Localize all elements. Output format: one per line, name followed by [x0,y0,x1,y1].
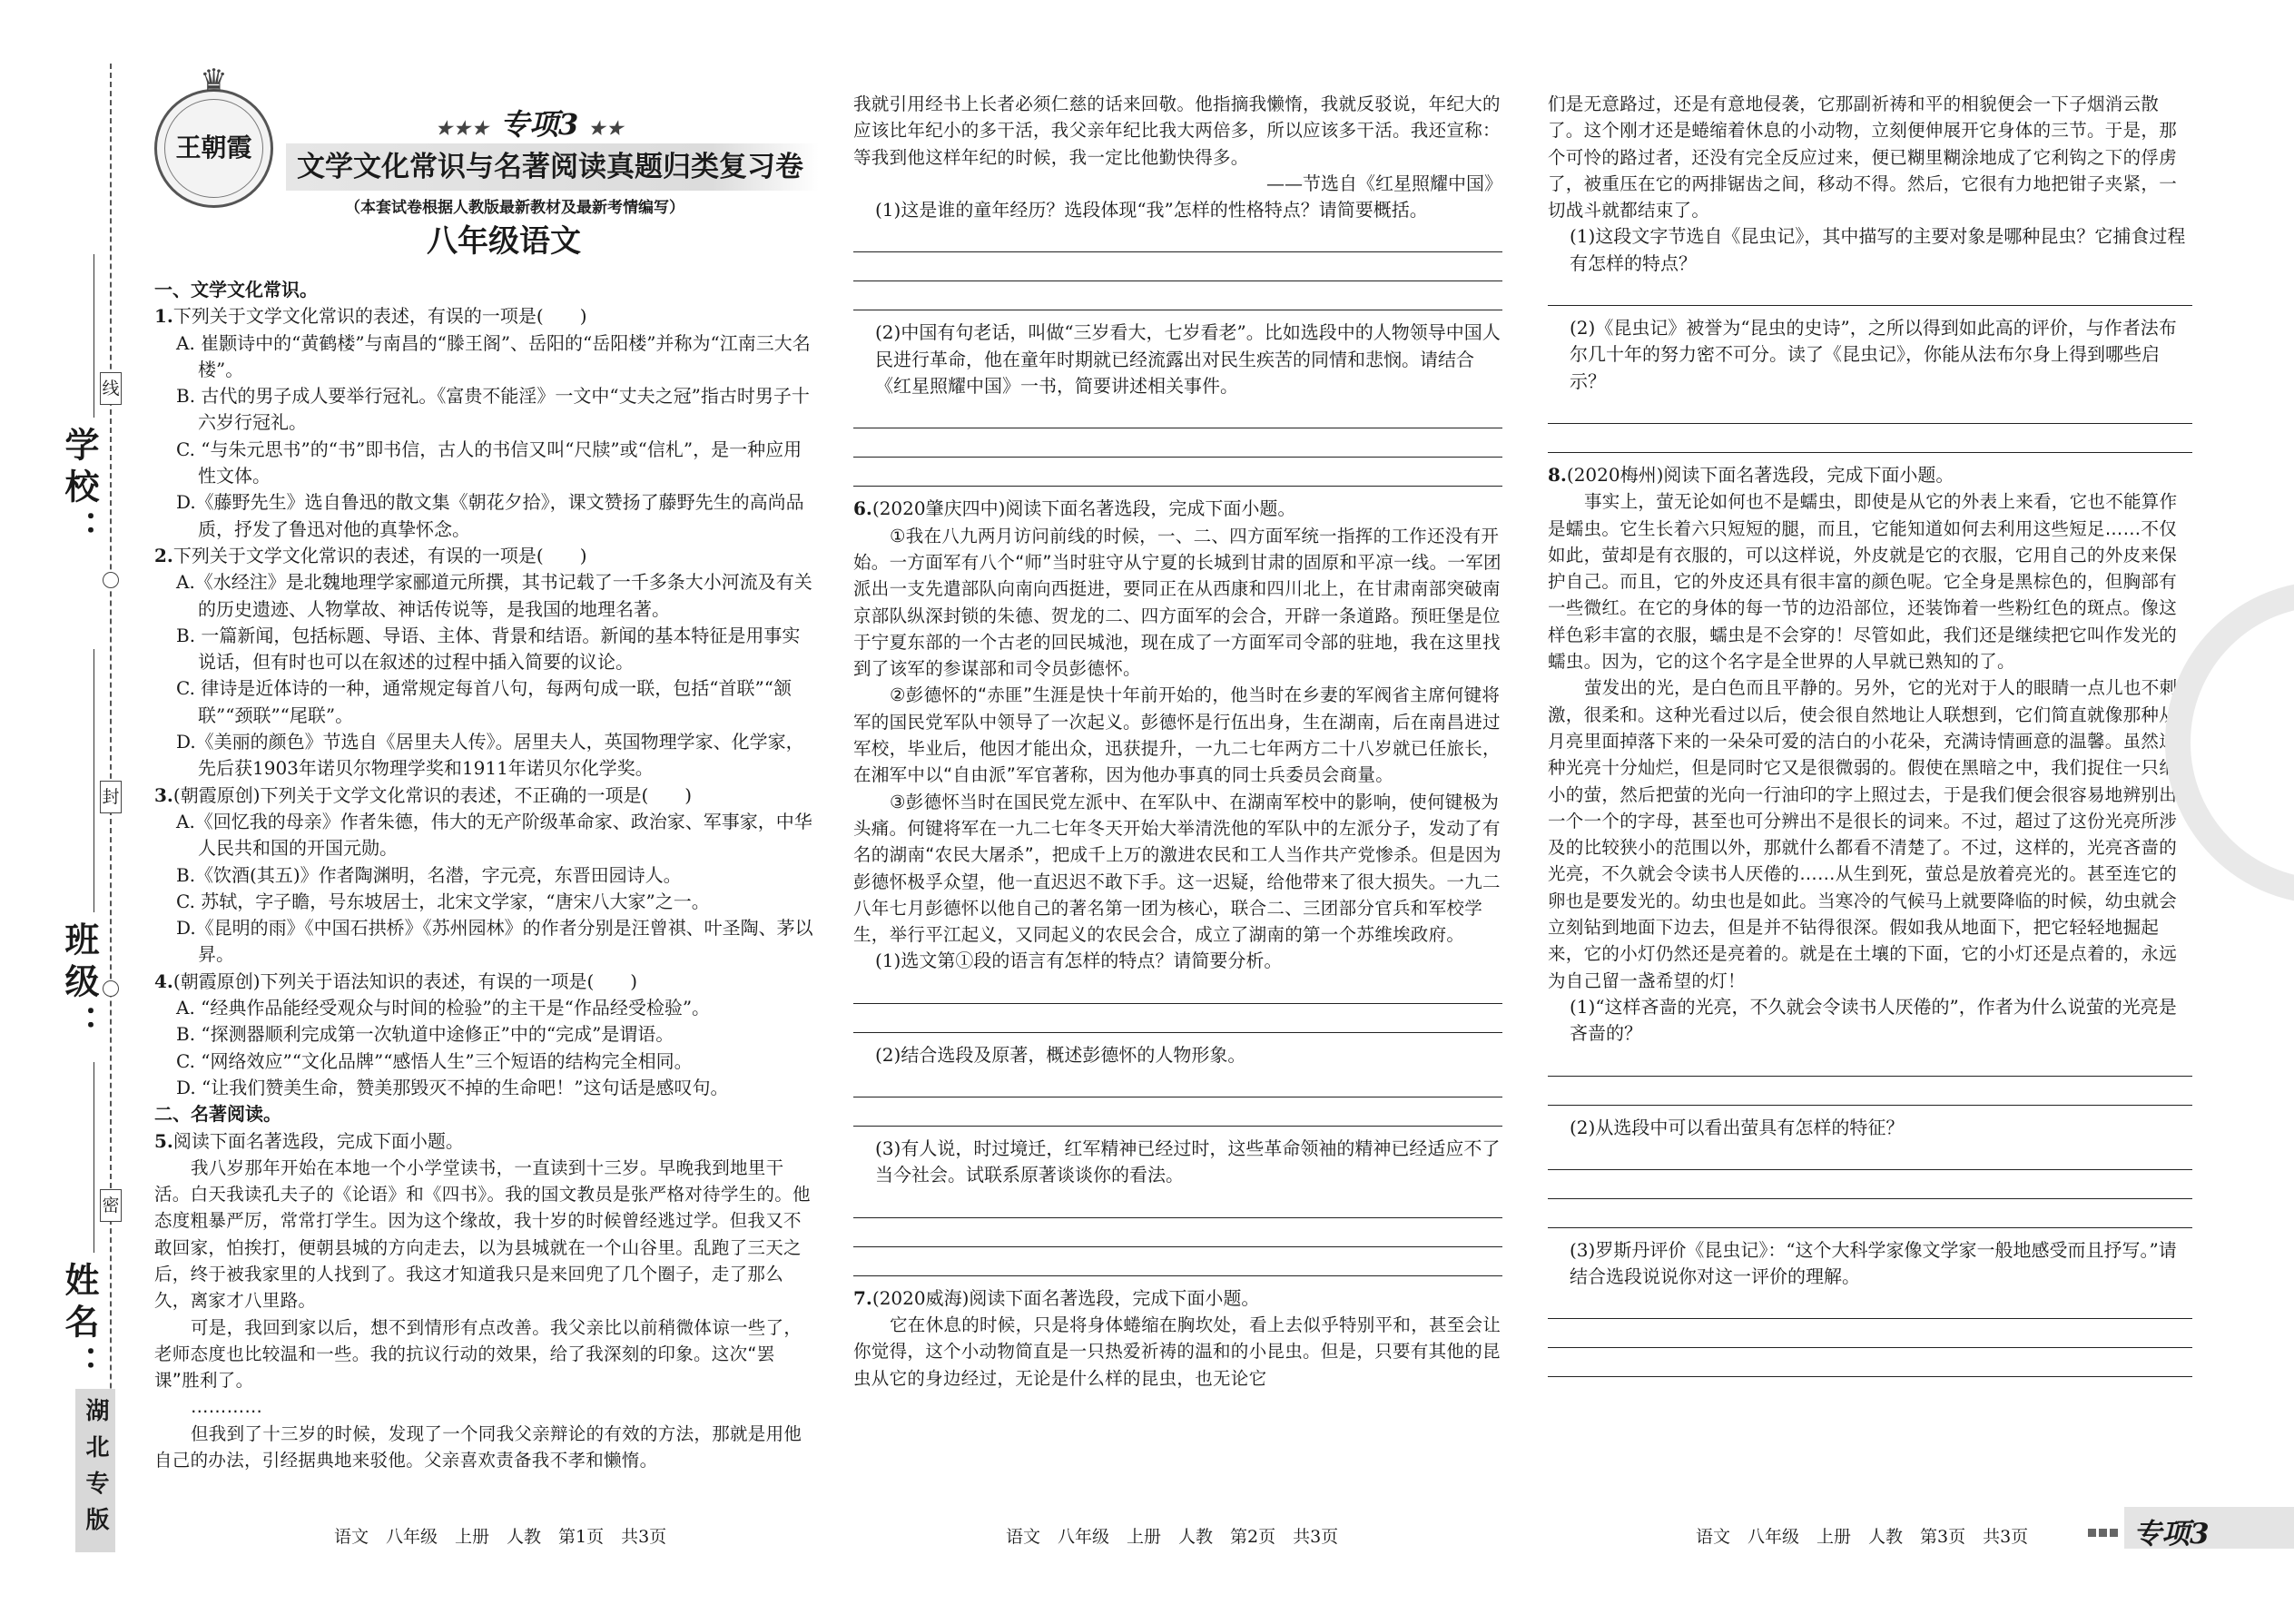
answer-line[interactable] [1548,424,2192,453]
spacer [853,1033,1502,1042]
grade-title: 八年级语文 [427,223,581,260]
spacer [853,1276,1502,1285]
answer-option: A. 崔颢诗中的“黄鹤楼”与南昌的“滕王阁”、岳阳的“岳阳楼”并称为“江南三大名楼”。 [176,331,811,380]
answer-option: B. 一篇新闻，包括标题、导语、主体、背景和结语。新闻的基本特征是用事实说话，但有时也可以在叙述的过程中插入简要的议论。 [176,624,801,674]
question-text: (朝霞原创)下列关于文学文化常识的表述，不正确的一项是( ) [172,783,693,806]
answer-option: D.《藤野先生》选自鲁迅的散文集《朝花夕拾》，课文赞扬了藤野先生的高尚品质，抒发了鲁迅对他的真挚怀念。 [176,491,804,540]
answer-option: C. 苏轼，字子瞻，号东坡居士，北宋文学家，“唐宋八大家”之一。 [176,890,710,912]
page-footer-2: 语文 八年级 上册 人教 第2页 共3页 [1006,1527,1339,1547]
sub-question: (1)这是谁的童年经历？选段体现“我”怎样的性格特点？请简要概括。 [875,199,1428,221]
question-number: 3. [154,783,173,806]
reading-passage: ………… [191,1396,263,1418]
answer-option: D.《昆明的雨》《中国石拱桥》《苏州园林》的作者分别是汪曾祺、叶圣陶、茅以昇。 [176,917,813,966]
answer-line[interactable] [1548,1077,2192,1106]
school-field[interactable] [54,427,109,552]
sub-question: (2)《昆虫记》被誉为“昆虫的史诗”，之所以得到如此高的评价，与作者法布尔几十年的努力密不可分。读了《昆虫记》，你能从法布尔身上得到哪些启示？ [1570,317,2177,392]
sub-question: (1)这段文字节选自《昆虫记》，其中描写的主要对象是哪种昆虫？它捕食过程有怎样的特点？ [1570,225,2186,274]
answer-line[interactable] [853,223,1502,252]
sub-question: (1)“这样吝啬的光亮，不久就会令读书人厌倦的”，作者为什么说萤的光亮是吝啬的？ [1570,995,2177,1045]
answer-line[interactable] [853,1068,1502,1097]
answer-line[interactable] [1548,395,2192,424]
footer-badge-label: 专项3 [2133,1518,2210,1550]
star-icon: ★★ [588,117,625,139]
footer-badge [2124,1507,2294,1549]
answer-option: B.《饮酒(其五)》作者陶渊明，名潜，字元亮，东晋田园诗人。 [176,863,682,886]
paper-title: 文学文化常识与名著阅读真题归类复习卷 [286,143,819,191]
class-label: 班级： [59,921,99,1047]
reading-passage: 它在休息的时候，只是将身体蜷缩在胸坎处，看上去似乎特别平和，甚至会让你觉得，这个小动物简直是一只热爱祈祷的温和的小昆虫。但是，只要有其他的昆虫从它的身边经过，无论是什么样的昆虫，也无论它 [853,1314,1501,1389]
binding-sidebar [0,0,118,1624]
publisher-logo [154,63,273,208]
question-stem [154,1128,817,1155]
spacer [853,1127,1502,1136]
reading-passage: ②彭德怀的“赤匪”生涯是快十年前开始的，他当时在乡妻的军阀省主席何键将军的国民党军队中领导了一次起义。彭德怀是行伍出身，生在湖南，后在南昌进过军校，毕业后，他因才能出众，迅获提升，一九二七年两方二十八岁就已任旅长，在湘军中以“自由派”军官著称，因为他办事真的同士兵委员会商量。 [853,684,1501,786]
column-content [1548,91,2192,1386]
answer-option: A. “经典作品能经受观众与时间的检验”的主干是“作品经受检验”。 [176,997,711,1019]
reading-passage: 们是无意路过，还是有意地侵袭，它那副祈祷和平的相貌便会一下子烟消云散了。这个刚才还是蜷缩着休息的小动物，立刻便伸展开它身体的三节。于是，那个可怜的路过者，还没有完全反应过来，便已糊里糊涂地成了它利钩之下的俘虏了，被重压在它的两排锯齿之间，移动不得。然后，它很有力地把钳子夹紧，一切战斗就都结束了。 [1548,94,2178,221]
page-footer-1: 语文 八年级 上册 人教 第1页 共3页 [334,1527,667,1547]
answer-line[interactable] [1548,1290,2192,1319]
column-content [853,91,1502,1392]
passage-source: ——节选自《红星照耀中国》 [1266,172,1502,194]
answer-line[interactable] [1548,277,2192,306]
answer-option: D. “让我们赞美生命，赞美那毁灭不掉的生命吧！”这句话是感叹句。 [176,1076,729,1098]
answer-line[interactable] [1548,1319,2192,1348]
reading-passage: 我八岁那年开始在本地一个小学堂读书，一直读到十三岁。早晚我到地里干活。白天我读孔夫子的《论语》和《四书》。我的国文教员是张严格对待学生的。他态度粗暴严厉，常常打学生。因为这个缘故，我十岁的时候曾经逃过学。但我又不敢回家，怕挨打，便朝县城的方向走去，以为县城就在一个山谷里。乱跑了三天之后，终于被我家里的人找到了。我这才知道我只是来回兜了几个圈子，走了那么久，离家才八里路。 [154,1156,811,1312]
answer-line[interactable] [853,399,1502,428]
binding-mark-line: 线 [100,372,122,405]
reading-passage: 我就引用经书上长者必须仁慈的话来回敬。他指摘我懒惰，我就反驳说，年纪大的应该比年纪小的多干活，我父亲年纪比我大两倍多，所以应该多干活。我还宣称：等我到他这样年纪的时候，我一定比他勤快得多。 [853,94,1501,168]
special-label: 专项3 [499,107,579,142]
spacer [1548,1106,2192,1115]
reading-passage: 但我到了十三岁的时候，发现了一个同我父亲辩论的有效的方法，那就是用他自己的办法，引经据典地来驳他。父亲喜欢责备我不孝和懒惰。 [154,1422,802,1471]
spacer [1548,1228,2192,1237]
question-number: 8. [1548,463,1567,486]
question-stem [853,1285,1502,1312]
question-stem [154,969,817,995]
question-stem [154,543,817,569]
question-text: (2020梅州)阅读下面名著选段，完成下面小题。 [1566,463,1954,486]
section-heading: 二、名著阅读。 [154,1103,281,1126]
question-number: 1. [154,305,173,328]
spacer [853,310,1502,320]
crown-icon: ♛ [200,63,228,99]
school-label: 学校： [59,427,99,552]
question-text: (2020威海)阅读下面名著选段，完成下面小题。 [871,1286,1260,1309]
answer-line[interactable] [853,1189,1502,1218]
special-title [436,102,625,143]
name-label: 姓名： [59,1262,99,1387]
answer-line[interactable] [853,1218,1502,1247]
reading-passage: ①我在八九两月访问前线的时候，一、二、四方面军统一指挥的工作还没有开始。一方面军有八个“师”当时驻守从宁夏的长城到甘肃的固原和平凉一线。一军团派出一支先遣部队向南向西挺进，要同正在从西康和四川北上，在甘肃南部突破南京部队纵深封锁的朱德、贺龙的二、四方面军的会合，开辟一条道路。预旺堡是位于宁夏东部的一个古老的回民城池，现在成了一方面军司令部的驻地，我在这里找到了该军的参谋部和司令员彭德怀。 [853,525,1501,680]
column-content [154,277,817,1473]
answer-line[interactable] [853,975,1502,1004]
question-number: 7. [853,1286,872,1309]
spacer [853,487,1502,496]
class-field[interactable] [54,921,109,1047]
section-heading: 一、文学文化常识。 [154,279,318,300]
question-number: 6. [853,497,872,520]
reading-passage: 可是，我回到家以后，想不到情形有点改善。我父亲比以前稍微体谅一些了，老师态度也比较温和一些。我的抗议行动的效果，给了我深刻的印象。这次“罢课”胜利了。 [154,1316,802,1392]
answer-line[interactable] [853,1247,1502,1276]
question-text: 阅读下面名著选段，完成下面小题。 [172,1129,464,1152]
answer-line[interactable] [1548,1048,2192,1077]
reading-passage: 萤发出的光，是白色而且平静的。另外，它的光对于人的眼睛一点儿也不刺激，很柔和。这种光看过以后，使会很自然地让人联想到，它们简直就像那种从月亮里面掉落下来的一朵朵可爱的洁白的小花朵，充满诗情画意的温馨。虽然这种光亮十分灿烂，但是同时它又是很微弱的。假使在黑暗之中，我们捉住一只细小的萤，然后把萤的光向一行油印的字上照过去，于是我们便会很容易地辨别出一个一个的字母，甚至也可分辨出不是很长的词来。不过，超过了这份光亮所涉及的比较狭小的范围以外，那就什么都看不清楚了。不过，这样的，光亮吝啬的光亮，不久就会令读书人厌倦的……从生到死，萤总是放着亮光的。甚至连它的卵也是要发光的。幼虫也是如此。当寒冷的气候马上就要降临的时候，幼虫就会立刻钻到地面下边去，但是并不钻得很深。假如我从地面下，把它轻轻地掘起来，它的小灯仍然还是亮着的。就是在土壤的下面，它的小灯还是点着的，永远为自己留一盏希望的灯！ [1548,677,2178,991]
binding-mark-dense: 密 [100,1189,122,1222]
paper-header [154,0,817,277]
spacer [1548,306,2192,315]
sub-question: (2)中国有句老话，叫做“三岁看大，七岁看老”。比如选段中的人物领导中国人民进行革命，他在童年时期就已经流露出对民生疾苦的同情和悲悯。请结合《红星照耀中国》一书，简要讲述相关事件。 [875,321,1501,398]
binding-hole [103,572,119,588]
spacer [1548,1377,2192,1386]
question-stem [154,782,817,809]
answer-line[interactable] [1548,1348,2192,1377]
sub-question: (3)罗斯丹评价《昆虫记》：“这个大科学家像文学家一般地感受而且抒写。”请结合选段说说你对这一评价的理解。 [1570,1238,2177,1288]
sub-question: (3)有人说，时过境迁，红军精神已经过时，这些革命领袖的精神已经适应不了当今社会。试联系原著谈谈你的看法。 [875,1137,1501,1186]
question-text: (2020肇庆四中)阅读下面名著选段，完成下面小题。 [871,497,1296,520]
edition-badge: 湖北专版 [75,1389,115,1552]
answer-option: B. 古代的男子成人要举行冠礼。《富贵不能淫》一文中“丈夫之冠”指古时男子十六岁行冠礼。 [176,385,810,434]
star-icon: ★★★ [436,117,490,139]
binding-mark-seal: 封 [100,781,122,813]
question-number: 2. [154,544,173,566]
answer-line[interactable] [853,1004,1502,1033]
sub-question: (1)选文第①段的语言有怎样的特点？请简要分析。 [875,950,1283,972]
question-stem [1548,462,2192,488]
column-page-3 [1548,0,2192,1624]
answer-option: C. “网络效应”“文化品牌”“感悟人生”三个短语的结构完全相同。 [176,1049,693,1072]
question-text: 下列关于文学文化常识的表述，有误的一项是( ) [172,544,587,566]
reading-passage: ③彭德怀当时在国民党左派中、在军队中、在湖南军校中的影响，使何键极为头痛。何键将军在一九二七年冬天开始大举清洗他的军队中的左派分子，发动了有名的湖南“农民大屠杀”，把成千上万的激进农民和工人当作共产党惨杀。但是因为彭德怀极孚众望，他一直迟迟不敢下手。这一迟疑，给他带来了很大损失。一九二八年七月彭德怀以他自己的著名第一团为核心，联合二、三团部分官兵和军校学生，举行平江起义，又同起义的农民会合，成立了湖南的第一个苏维埃政府。 [853,791,1501,946]
question-text: (朝霞原创)下列关于语法知识的表述，有误的一项是( ) [172,969,638,992]
answer-option: A.《水经注》是北魏地理学家郦道元所撰，其书记载了一千多条大小河流及有关的历史遗迹、人物掌故、神话传说等，是我国的地理名著。 [176,571,812,620]
logo-text: 王朝霞 [175,133,252,162]
question-number: 4. [154,969,173,992]
answer-line[interactable] [853,428,1502,458]
sub-question: (2)结合选段及原著，概述彭德怀的人物形象。 [875,1043,1246,1066]
question-stem [154,303,817,330]
column-page-1 [154,0,817,1624]
reading-passage: 事实上，萤无论如何也不是蠕虫，即使是从它的外表上来看，它也不能算作是蠕虫。它生长着六只短短的腿，而且，它能知道如何去利用这些短足……不仅如此，萤却是有衣服的，可以这样说，外皮就是它的衣服，它用自己的外皮来保护自己。而且，它的外皮还具有很丰富的颜色呢。它全身是黑棕色的，但胸部有一些微红。在它的身体的每一节的边沿部位，还装饰着一些粉红色的斑点。像这样色彩丰富的衣服，蠕虫是不会穿的！尽管如此，我们还是继续把它叫作发光的蠕虫。因为，它的这个名字是全世界的人早就已熟知的了。 [1548,491,2178,673]
answer-line[interactable] [1548,1170,2192,1199]
question-text: 下列关于文学文化常识的表述，有误的一项是( ) [172,305,587,328]
column-page-2 [853,0,1502,1624]
answer-line[interactable] [853,1097,1502,1127]
page-footer-3: 语文 八年级 上册 人教 第3页 共3页 [1696,1527,2029,1547]
answer-line[interactable] [853,458,1502,487]
sub-question: (2)从选段中可以看出萤具有怎样的特征？ [1570,1116,1905,1138]
spacer [1548,453,2192,462]
answer-line[interactable] [853,252,1502,281]
answer-line[interactable] [1548,1199,2192,1228]
answer-option: A.《回忆我的母亲》作者朱德，伟大的无产阶级革命家、政治家、军事家，中华人民共和国的开国元勋。 [176,810,812,860]
answer-line[interactable] [853,281,1502,310]
answer-line[interactable] [1548,1141,2192,1170]
name-field[interactable] [54,1262,109,1387]
answer-option: C. 律诗是近体诗的一种，通常规定每首八句，每两句成一联，包括“首联”“颔联”“颈联”“尾联”。 [176,677,792,726]
answer-option: C. “与朱元思书”的“书”即书信，古人的书信又叫“尺牍”或“信札”，是一种应用性文体。 [176,438,802,487]
paper-subtitle: （本套试卷根据人教版最新教材及最新考情编写） [345,199,684,217]
answer-option: B. “探测器顺利完成第一次轨道中途修正”中的“完成”是谓语。 [176,1023,674,1046]
decor-squares [2088,1523,2121,1540]
question-number: 5. [154,1129,173,1152]
question-stem [853,496,1502,522]
answer-option: D.《美丽的颜色》节选自《居里夫人传》。居里夫人，英国物理学家、化学家，先后获1903年诺贝尔物理学奖和1911年诺贝尔化学奖。 [176,731,804,780]
